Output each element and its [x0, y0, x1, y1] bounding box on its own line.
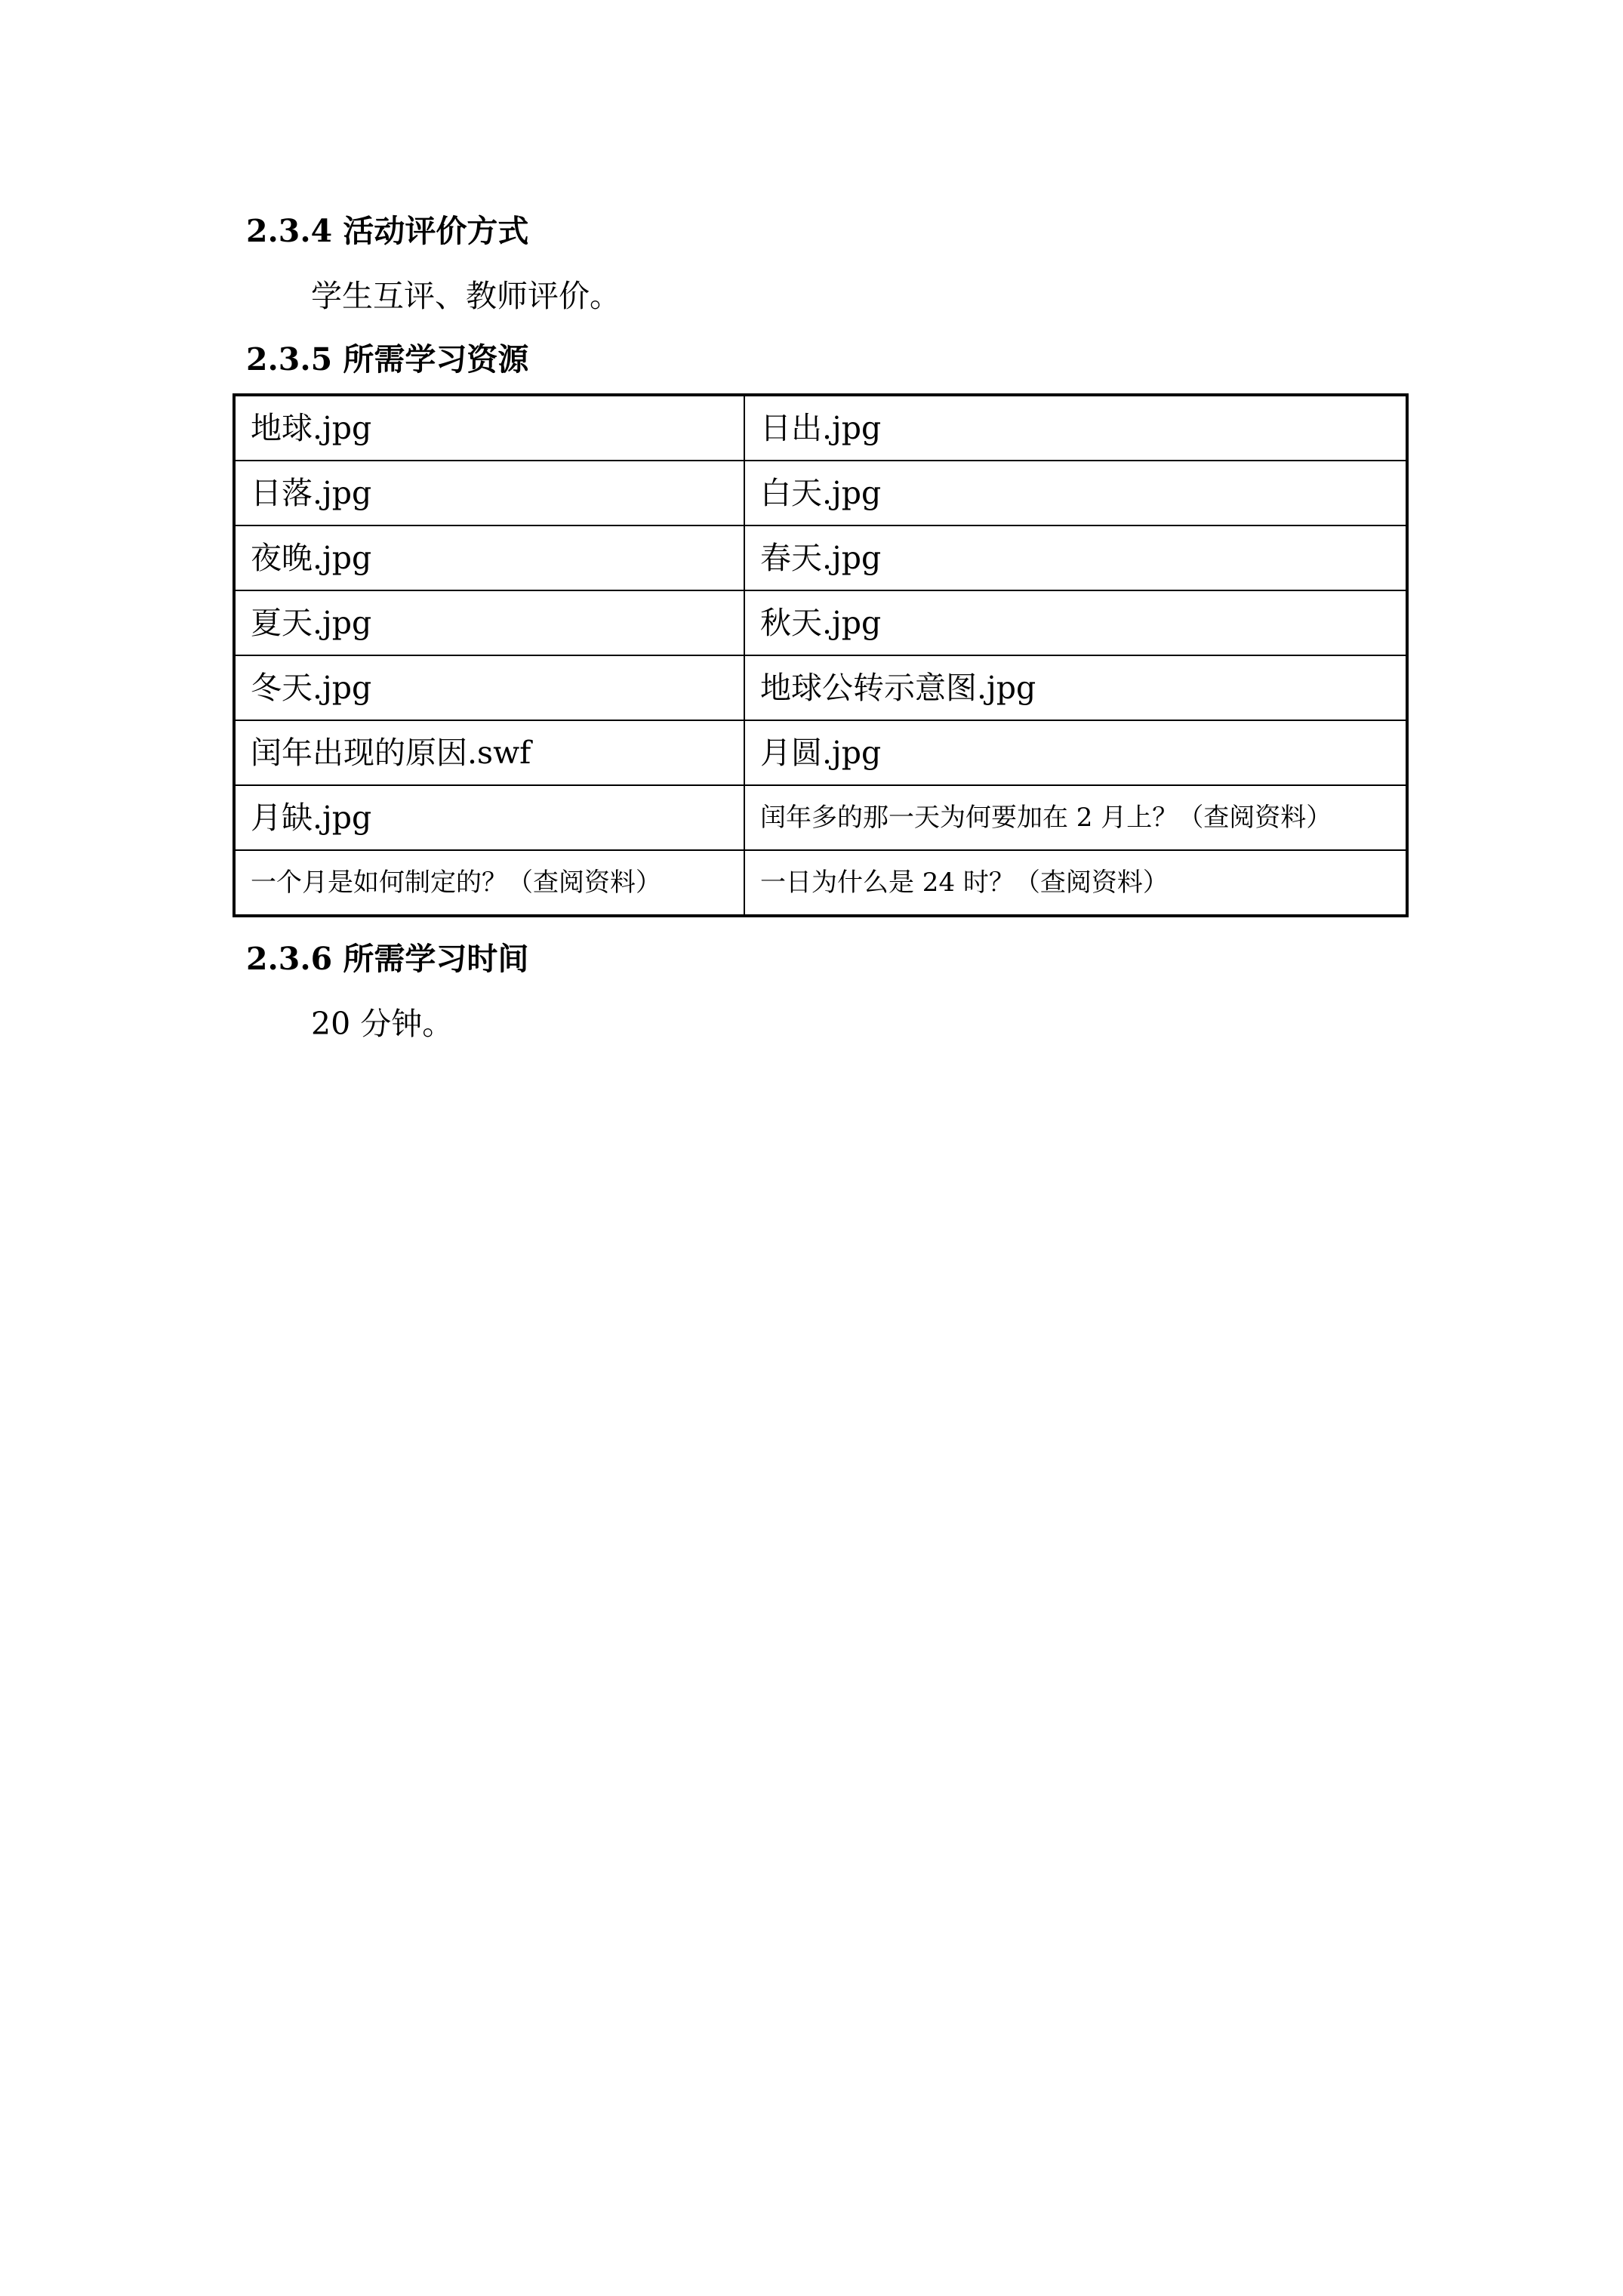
table-row	[234, 785, 1407, 850]
table-cell: 春天.jpg	[744, 525, 1407, 590]
table-cell: 地球.jpg	[234, 395, 744, 461]
duration-text: 20 分钟。	[311, 1006, 454, 1042]
table-row	[234, 461, 1407, 525]
table-cell: 月缺.jpg	[234, 785, 744, 850]
table-row	[234, 720, 1407, 785]
table-cell: 地球公转示意图.jpg	[744, 655, 1407, 720]
table-cell: 一日为什么是 24 时？（查阅资料）	[744, 850, 1407, 916]
table-cell: 日出.jpg	[744, 395, 1407, 461]
resources-table	[233, 393, 1409, 917]
table-row	[234, 590, 1407, 655]
section-heading-evaluation: 2.3.4 活动评价方式	[246, 213, 529, 249]
table-row	[234, 395, 1407, 461]
table-cell: 月圆.jpg	[744, 720, 1407, 785]
section-heading-resources: 2.3.5 所需学习资源	[246, 341, 529, 378]
table-cell: 闰年出现的原因.swf	[234, 720, 744, 785]
table-cell: 夜晚.jpg	[234, 525, 744, 590]
table-row	[234, 655, 1407, 720]
section-heading-duration: 2.3.6 所需学习时间	[246, 941, 529, 977]
table-cell: 夏天.jpg	[234, 590, 744, 655]
table-cell: 闰年多的那一天为何要加在 2 月上？（查阅资料）	[744, 785, 1407, 850]
table-row	[234, 525, 1407, 590]
table-cell: 白天.jpg	[744, 461, 1407, 525]
table-cell: 日落.jpg	[234, 461, 744, 525]
evaluation-text: 学生互评、教师评价。	[311, 278, 621, 314]
table-row	[234, 850, 1407, 916]
table-cell: 一个月是如何制定的？（查阅资料）	[234, 850, 744, 916]
table-cell: 冬天.jpg	[234, 655, 744, 720]
table-cell: 秋天.jpg	[744, 590, 1407, 655]
